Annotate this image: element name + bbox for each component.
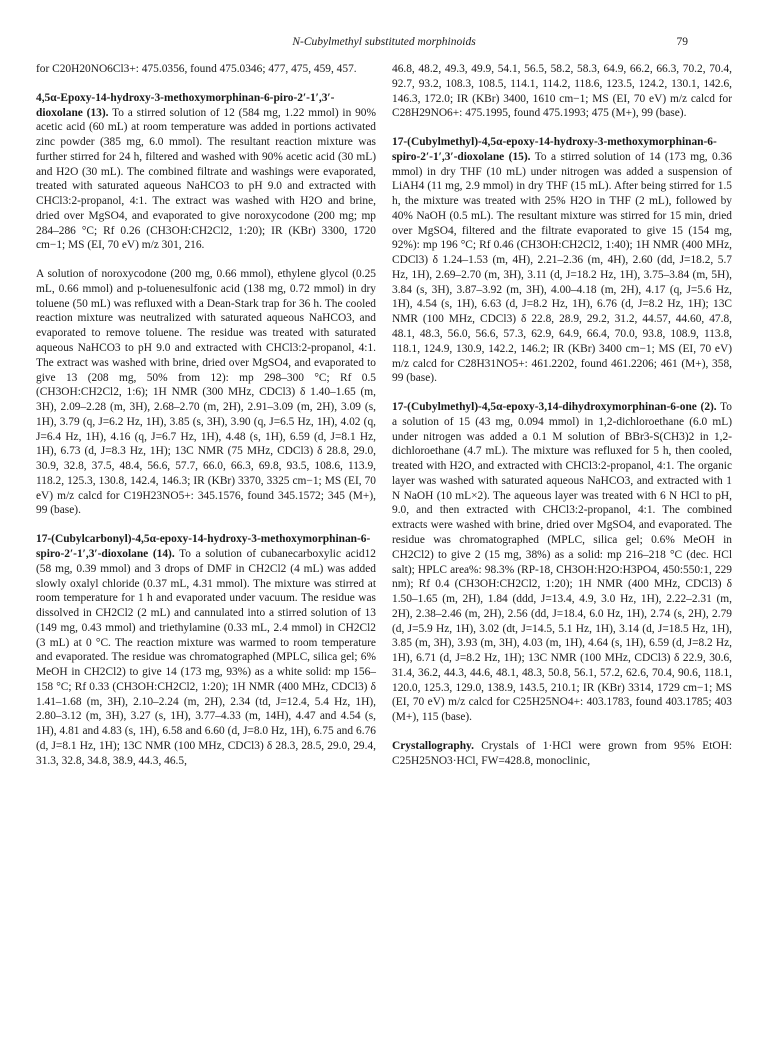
paragraph bbox=[392, 135, 732, 386]
paragraph: A solution of noroxycodone (200 mg, 0.66 mmol), ethylene glycol (0.25 mL, 0.66 mmol) and p-toluenesulfonic acid (138 mg, 0.72 mmol) in dry toluene (50 mL) was refluxed with a Dean-Stark trap for 36 h. The cooled reaction mixture was neutralized with saturated aqueous NaHCO3, and evaporated to remove toluene. The residue was treated with saturated aqueous NaHCO3 to pH 9.0 and extracted with CHCl3:2-propanol, 4:1. The extract was washed with brine, dried over MgSO4, and evaporated to give 13 (208 mg, 50% from 12): mp 298–300 °C; Rf 0.5 (CH3OH:CH2Cl2, 1:6); 1H NMR (300 MHz, CDCl3) δ 1.40–1.65 (m, 3H), 2.09–2.28 (m, 3H), 2.68–2.70 (m, 2H), 2.91–3.09 (m, 2H), 3.09 (s, 1H), 3.79 (q, J=6.2 Hz, 1H), 3.85 (s, 3H), 3.90 (q, J=6.5 Hz, 1H), 4.02 (q, J=6.4 Hz, 1H), 4.16 (q, J=6.7 Hz, 1H), 4.48 (s, 1H), 6.59 (d, J=8.1 Hz, 1H), 6.73 (d, J=8.3 Hz, 1H); 13C NMR (75 MHz, CDCl3) δ 28.8, 29.0, 30.9, 32.8, 37.5, 48.4, 56.6, 57.7, 66.0, 66.3, 69.8, 93.5, 108.6, 113.9, 118.2, 125.3, 130.8, 142.4, 146.3; IR (KBr) 3370, 3325 cm−1; MS (EI, 70 eV) m/z calcd for C19H23NO5+: 345.1576, found 345.1572; 345 (M+), 99 (base). bbox=[36, 268, 376, 517]
right-column bbox=[392, 62, 732, 782]
section-heading: Crystallography. bbox=[392, 739, 474, 752]
paragraph bbox=[36, 532, 376, 768]
paragraph-body: To a solution of cubanecarboxylic acid12 (58 mg, 0.39 mmol) and 3 drops of DMF in CH2Cl2 (4 mL) was added slowly oxalyl chloride (0.37 mL, 4.31 mmol). The mixture was stirred at room temperature for 1 h and evaporated under vacuum. The residue was dissolved in CH2Cl2 (2 mL) and cannulated into a stirred solution of 13 (149 mg, 0.43 mmol) and triethylamine (0.33 mL, 2.4 mmol) in CH2Cl2 (3 mL) at 0 °C. The reaction mixture was warmed to room temperature and evaporated. The residue was chromatographed (MPLC, silica gel; 6% MeOH in CH2Cl2) to give 14 (173 mg, 93%) as a white solid: mp 156–158 °C; Rf 0.33 (CH3OH:CH2Cl2, 1:20); 1H NMR (400 MHz, CDCl3) δ 1.41–1.68 (m, 3H), 2.10–2.24 (m, 2H), 2.34 (td, J=12.4, 5.4 Hz, 1H), 2.80–3.12 (m, 3H), 3.27 (s, 1H), 3.77–4.33 (m, 14H), 4.47 and 4.54 (s, 1H), 4.81 and 4.83 (s, 1H), 6.58 and 6.60 (d, J=8.0 Hz, 1H), 6.75 and 6.76 (d, J=8.1 Hz, 1H); 13C NMR (100 MHz, CDCl3) δ 28.3, 28.5, 29.0, 29.4, 31.3, 32.8, 34.8, 38.9, 44.3, 46.5, bbox=[36, 547, 376, 767]
paragraph-body: To a stirred solution of 14 (173 mg, 0.36 mmol) in dry THF (10 mL) under nitrogen was added a suspension of LiAH4 (11 mg, 2.9 mmol) in dry THF (15 mL). After being stirred for 1.5 h, the mixture was treated with 25% H2O in THF (2 mL), followed by 40% NaOH (0.5 mL). The resultant mixture was stirred for 15 min, dried over MgSO4, filtered and the filtrate evaporated to give 15 (154 mg, 92%): mp 196 °C; Rf 0.46 (CH3OH:CH2Cl2, 1:40); 1H NMR (400 MHz, CDCl3) δ 1.24–1.53 (m, 4H), 2.21–2.36 (m, 4H), 2.60 (dd, J=18.2, 5.7 Hz, 1H), 2.69–2.70 (m, 3H), 3.11 (d, J=18.2 Hz, 1H), 3.75–3.84 (m, 5H), 3.84 (s, 3H), 3.87–3.92 (m, 3H), 4.00–4.18 (m, 2H), 4.17 (q, J=5.6 Hz, 1H), 4.54 (s, 1H), 6.63 (d, J=8.2 Hz, 1H), 6.76 (d, J=8.2 Hz, 1H); 13C NMR (100 MHz, CDCl3) δ 22.8, 28.9, 29.2, 31.2, 44.57, 44.60, 47.8, 48.1, 48.3, 56.0, 56.6, 57.3, 62.9, 64.9, 66.4, 70.0, 93.8, 108.9, 113.8, 118.1, 124.9, 130.9, 142.2, 146.2; IR (KBr) 3400 cm−1; MS (EI, 70 eV) m/z calcd for C28H31NO5+: 461.2202, found 461.2206; 461 (M+), 358, 99 (base). bbox=[392, 150, 732, 385]
compound-heading: 17-(Cubylmethyl)-4,5α-epoxy-14-hydroxy-3-methoxymorphinan-6-spiro-2′-1′,3′-dioxolane (15). bbox=[392, 136, 717, 163]
paragraph bbox=[392, 739, 732, 769]
paragraph-body: To a solution of 15 (43 mg, 0.094 mmol) in 1,2-dichloroethane (6.0 mL) under nitrogen was added a 0.1 M solution of BBr3-S(CH3)2 in 1,2-dichloroethane (4.7 mL). The mixture was refluxed for 5 h, then cooled, treated with H2O, and extracted with CHCl3:2-propanol, 4:1. The organic layer was washed with saturated aqueous NaHCO3, and extracted with 1 N NaOH (10 mL×2). The aqueous layer was treated with 6 N HCl to pH, 9.0, and then extracted with CHCl3:2-propanol, 4:1. The combined extracts were washed with brine, dried over MgSO4, and evaporated. The residue was chromatographed (MPLC, silica gel; 0.6% MeOH in CH2Cl2) to give 2 (15 mg, 38%) as a solid: mp 216–218 °C (dec. HCl salt); HPLC area%: 98.3% (RP-18, CH3OH:H2O:H3PO4, 450:550:1, 229 nm); Rf 0.4 (CH3OH:CH2Cl2, 1:20); 1H NMR (400 MHz, CDCl3) δ 1.50–1.65 (m, 2H), 1.84 (ddd, J=13.4, 4.9, 3.0 Hz, 1H), 2.22–2.31 (m, 2H), 2.38–2.46 (m, 2H), 2.56 (dd, J=18.4, 6.0 Hz, 1H), 2.74 (s, 2H), 2.79 (d, J=5.9 Hz, 1H), 3.02 (dt, J=14.5, 5.1 Hz, 1H), 3.14 (d, J=18.5 Hz, 1H), 3.85 (m, 3H), 3.93 (m, 3H), 4.03 (m, 1H), 4.64 (s, 1H), 6.59 (d, J=8.2 Hz, 1H), 6.71 (d, J=8.2 Hz, 1H); 13C NMR (100 MHz, CDCl3) δ 22.9, 30.6, 31.4, 36.2, 44.3, 44.6, 48.1, 48.3, 50.8, 56.1, 57.2, 62.6, 70.4, 90.6, 118.1, 120.0, 125.3, 129.0, 138.9, 143.5, 210.1; IR (KBr) 3314, 1729 cm−1; MS (EI, 70 eV) m/z calcd for C25H25NO4+: 403.1783, found 403.1785; 403 (M+), 115 (base). bbox=[392, 401, 732, 724]
left-column bbox=[36, 62, 376, 782]
paragraph: 46.8, 48.2, 49.3, 49.9, 54.1, 56.5, 58.2, 58.3, 64.9, 66.2, 66.3, 70.2, 70.4, 92.7, 93.2, 108.3, 108.5, 114.1, 114.2, 118.6, 123.5, 124.2, 130.1, 142.6, 146.3, 172.0; IR (KBr) 3400, 1610 cm−1; MS (EI, 70 eV) m/z calcd for C28H29NO6+: 475.1995, found 475.1993; 475 (M+), 99 (base). bbox=[392, 63, 732, 120]
paragraph bbox=[392, 400, 732, 725]
paragraph-body: To a stirred solution of 12 (584 mg, 1.22 mmol) in 90% acetic acid (60 mL) at room temperature was added in portions activated zinc powder (385 mg, 6.0 mmol). The resultant reaction mixture was further stirred for 24 h, filtered and washed with 90% acetic acid (30 mL) and H2O (30 mL). The combined filtrate and washings were evaporated, treated with saturated aqueous NaHCO3 to pH 9.0 and extracted with CHCl3:2-propanol, 4:1. The extract was washed with H2O and brine, dried over MgSO4, and evaporated to give noroxycodone (200 mg; mp 284–286 °C; Rf 0.26 (CH3OH:CH2Cl2, 1:20); IR (KBr) 3300, 1720 cm−1; MS (EI, 70 eV) m/z 301, 216. bbox=[36, 106, 376, 252]
compound-heading: 17-(Cubylmethyl)-4,5α-epoxy-3,14-dihydroxymorphinan-6-one (2). bbox=[392, 401, 717, 414]
page-number: 79 bbox=[676, 36, 688, 48]
running-title: N-Cubylmethyl substituted morphinoids bbox=[292, 36, 476, 48]
paragraph bbox=[36, 91, 376, 253]
compound-heading: 4,5α-Epoxy-14-hydroxy-3-methoxymorphinan-6-piro-2′-1′,3′-dioxolane (13). bbox=[36, 91, 335, 119]
compound-heading: 17-(Cubylcarbonyl)-4,5α-epoxy-14-hydroxy-3-methoxymorphinan-6-spiro-2′-1′,3′-dioxolane (14). bbox=[36, 533, 371, 560]
paragraph: for C20H20NO6Cl3+: 475.0356, found 475.0346; 477, 475, 459, 457. bbox=[36, 63, 357, 75]
paragraph-body: Crystals of 1·HCl were grown from 95% EtOH: C25H25NO3·HCl, FW=428.8, monoclinic, bbox=[392, 739, 732, 767]
